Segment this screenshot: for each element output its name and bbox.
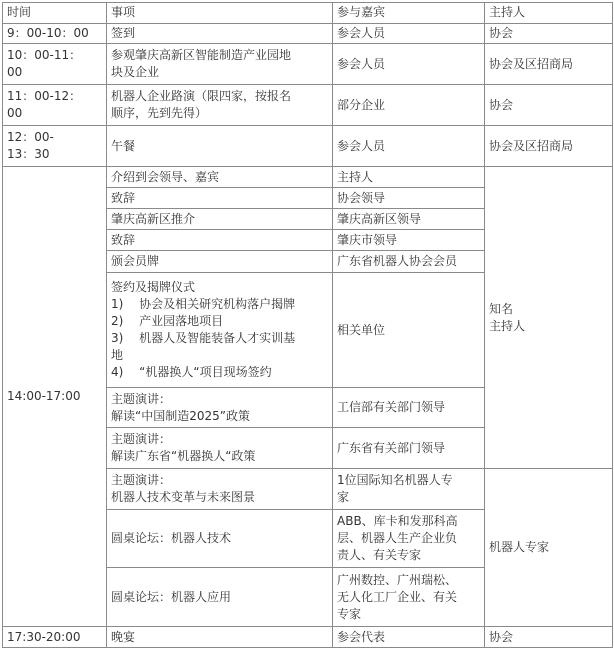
host-line: 知名 [489, 301, 514, 316]
guests-cell: 参会代表 [333, 627, 485, 648]
time-line: 11：00-12： [7, 89, 82, 103]
time-cell [3, 126, 107, 167]
guests-line: 层、机器人生产企业负 [337, 531, 458, 545]
item-line: 主题演讲： [111, 391, 172, 406]
guests-line: 无人化工厂企业、有关 [337, 589, 458, 604]
table-row [3, 126, 613, 167]
guests-cell: 主持人 [333, 167, 485, 188]
host-cell: 协会 [485, 85, 613, 126]
table-row [3, 85, 613, 126]
time-cell: 9：00-10：00 [3, 24, 107, 44]
host-line: 主持人 [489, 318, 526, 333]
time-line: 12：00- [7, 130, 54, 144]
block-host-cell: 机器人专家 [485, 469, 613, 627]
header-time: 时间 [3, 3, 107, 24]
item-line: 参观肇庆高新区智能制造产业园地 [111, 48, 292, 62]
header-guests: 参与嘉宾 [333, 3, 485, 24]
agenda-table [2, 2, 613, 648]
item-line: 解读“中国制造2025”政策 [111, 408, 250, 423]
guests-cell: 参会人员 [333, 44, 485, 85]
guests-line: 1位国际知名机器人专 [337, 473, 453, 487]
time-line: 10：00-11： [7, 48, 82, 62]
item-cell [107, 428, 333, 469]
table-row [3, 44, 613, 85]
header-item: 事项 [107, 3, 333, 24]
item-cell [107, 44, 333, 85]
guests-line: 责人、有关专家 [337, 548, 422, 562]
item-line: 3) 机器人及智能装备人才实训基 [111, 331, 296, 345]
time-cell: 17:30-20:00 [3, 627, 107, 648]
block-time-cell: 14:00-17:00 [3, 167, 107, 627]
guests-cell: 相关单位 [333, 273, 485, 388]
host-cell: 协会及区招商局 [485, 44, 613, 85]
time-line: 00 [7, 106, 23, 120]
guests-line: 广州数控、广州瑞松、 [337, 572, 458, 587]
item-line: 签约及揭牌仪式 [111, 280, 196, 294]
guests-cell: 广东省有关部门领导 [333, 428, 485, 469]
guests-line: 家 [337, 490, 350, 504]
item-cell: 签到 [107, 24, 333, 44]
host-cell: 协会 [485, 627, 613, 648]
header-host: 主持人 [485, 3, 613, 24]
guests-cell: 部分企业 [333, 85, 485, 126]
item-cell [107, 388, 333, 428]
item-cell: 致辞 [107, 230, 333, 251]
item-line: 顺序，先到先得） [111, 106, 208, 120]
item-cell [107, 85, 333, 126]
item-cell: 致辞 [107, 188, 333, 209]
item-line: 机器人技术变革与未来图景 [111, 490, 256, 504]
guests-cell [333, 568, 485, 627]
guests-cell [333, 469, 485, 510]
item-cell: 午餐 [107, 126, 333, 167]
item-cell: 圆桌论坛：机器人技术 [107, 510, 333, 568]
host-cell: 协会 [485, 24, 613, 44]
item-line: 解读广东省“机器换人“政策 [111, 449, 256, 463]
item-line: 地 [111, 348, 124, 362]
guests-cell: 广东省机器人协会会员 [333, 251, 485, 273]
item-line: 4) “机器换人“项目现场签约 [111, 365, 272, 379]
guests-cell: 参会人员 [333, 126, 485, 167]
guests-cell: 协会领导 [333, 188, 485, 209]
item-line: 机器人企业路演（限四家，按报名 [111, 89, 292, 103]
table-row [3, 627, 613, 648]
guests-line: ABB、库卡和发那科高 [337, 514, 458, 528]
item-cell [107, 469, 333, 510]
guests-cell: 工信部有关部门领导 [333, 388, 485, 428]
item-line: 块及企业 [111, 65, 160, 79]
item-line: 主题演讲： [111, 473, 172, 487]
item-line: 2) 产业园落地项目 [111, 314, 224, 328]
table-row [3, 167, 613, 188]
guests-cell: 参会人员 [333, 24, 485, 44]
item-cell: 圆桌论坛：机器人应用 [107, 568, 333, 627]
table-row [3, 24, 613, 44]
time-line: 13：30 [7, 147, 50, 161]
time-line: 00 [7, 65, 23, 79]
time-cell [3, 44, 107, 85]
guests-cell: 肇庆市领导 [333, 230, 485, 251]
item-line: 主题演讲： [111, 432, 172, 446]
host-cell: 协会及区招商局 [485, 126, 613, 167]
item-cell: 颁会员牌 [107, 251, 333, 273]
block-host-cell [485, 167, 613, 469]
time-cell [3, 85, 107, 126]
item-cell: 肇庆高新区推介 [107, 209, 333, 230]
guests-line: 专家 [337, 606, 362, 621]
item-cell: 介绍到会领导、嘉宾 [107, 167, 333, 188]
item-cell [107, 273, 333, 388]
header-row [3, 3, 613, 24]
guests-cell [333, 510, 485, 568]
item-line: 1) 协会及相关研究机构落户揭牌 [111, 297, 296, 311]
guests-cell: 肇庆高新区领导 [333, 209, 485, 230]
item-cell: 晚宴 [107, 627, 333, 648]
